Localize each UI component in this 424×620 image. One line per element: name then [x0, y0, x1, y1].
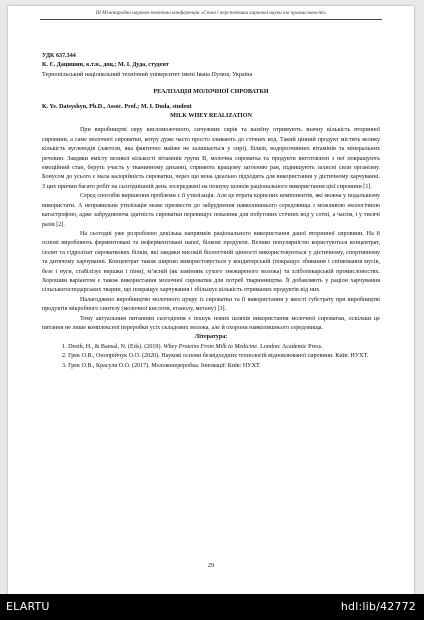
document-page	[8, 6, 414, 594]
paragraph: Тому актуальним питанням сьогодення є пошук нових шляхів використання молочної сироватки, оскільки це питання не лише комплексної переробки усіх складових молока, але й охорони навколишнього середовища.	[42, 315, 380, 331]
reference-item: 1. Deeth, H., & Bansal, N. (Eds). (2019). Whey Proteins From Milk to Medicine. London: Academic Press.	[62, 343, 323, 350]
article-body	[42, 52, 380, 371]
paragraph: При виробництві сиру кисломолочного, сичужних сирів та казеїну отримують значну кількість вторинної сировини, а саме молочної сироватки, котру дуже часто просто зливають до стічних вод. Такий цінний продукт містить велику кількість вуглеводів (лактози, яка фактично майже не залишається у сирі), білків, водорозчинних вітамінів та мінеральних речовин. Завдяки вмісту великої кількості вітамінів групи В, молочна сироватка та продукти виготовлені з неї покращують емоційний стан, беруть участь у тканинному диханні, сприяють кращому загоєнню ран, підвищують захисні сили організму. Бонусом до усього є мала калорійність сироватки, через що вона ідеально підходить для використання у дієтичному харчуванні. З цих причин багато робіт на сьогоднішній день зосереджені на пошуку шляхів раціонального використання цієї сировини [1].	[42, 127, 380, 190]
reference-item: 3. Грек О.В., Красуля О.О. (2017). Молокопереробка. Інновації: Київ: НУХТ.	[62, 362, 261, 369]
paragraph: Серед способів вирішення проблеми є її утилізація. Але це втрата корисних компонентів, які можна у подальшому використати. А неправильна утилізація може призвести до забруднення навколишнього середовища з можливою екологічною катастрофою, адже забруднююча здатність сироватки перевищує показник для побутових стічних вод у сотні, а часом, і у тисячі разів [2].	[42, 193, 380, 228]
paragraph: На сьогодні уже розроблено декілька напрямків раціонального використання даної вторинної сировини. На її основі виробляють ферментовані та неферментовані напої, білкові продукти. Велико популярністю користуються концентрат, ізолят та гідролізат сироваткових білків, які завдяки високій біологічній цінності використовуються у дієтичному, спортивному та дитячому харчуванні. Концентрат також широко використовується у кондитерській (покращує збивання і спінювання мусів, безе і нуги, стабілізує вершки і піни), м’ясній (як замінник сухого знежиреного молока) та хлібопекарській промисловостях. Хорошим варіантом є також використання молочної сироватки для потреб тваринництва. Її добавляють у раціон харчування сільськогосподарських тварин, що покращує харчування і збільшує кількість отриманих продуктів від них.	[42, 230, 380, 294]
title-en: MILK WHEY REALIZATION	[170, 113, 252, 120]
repository-name: ELARTU	[6, 600, 50, 613]
affiliation-ua: Тернопільський національний технічний університет імені Івана Пулюя, Україна	[42, 71, 253, 78]
header-divider	[40, 19, 382, 20]
handle-link[interactable]: hdl:lib/42772	[340, 600, 416, 613]
page-number: 29	[207, 562, 215, 569]
references-heading: Література:	[194, 334, 228, 341]
authors-en: K. Ye. Datsyshyn, Ph.D., Assoc. Prof.; M. I. Duda, student	[42, 103, 192, 110]
footer-bar	[0, 594, 424, 620]
authors-ua: К. Є. Дацишин, к.т.н., доц.; М. І. Дуда, студент	[42, 62, 169, 69]
udc-code: УДК 637.344	[42, 53, 76, 59]
paragraph: Налагоджено виробництво молочного цукру із сироватки та її використання у якості субстрату при виробництві продуктів мікробного синтезу (молочної кислоти, етанолу, метану) [3].	[42, 296, 380, 313]
running-header: ІІІ Міжнародна науково-технічна конференція «Стан і перспективи харчової науки та промисловості»	[95, 10, 327, 16]
title-ua: РЕАЛІЗАЦІЯ МОЛОЧНОЇ СИРОВАТКИ	[153, 89, 269, 96]
reference-item: 2. Грек О.В., Онопрійчук О.О. (2020). Наукові основи безвідходних технологій відновлюваної сировини. Київ: НУХТ.	[62, 353, 369, 360]
